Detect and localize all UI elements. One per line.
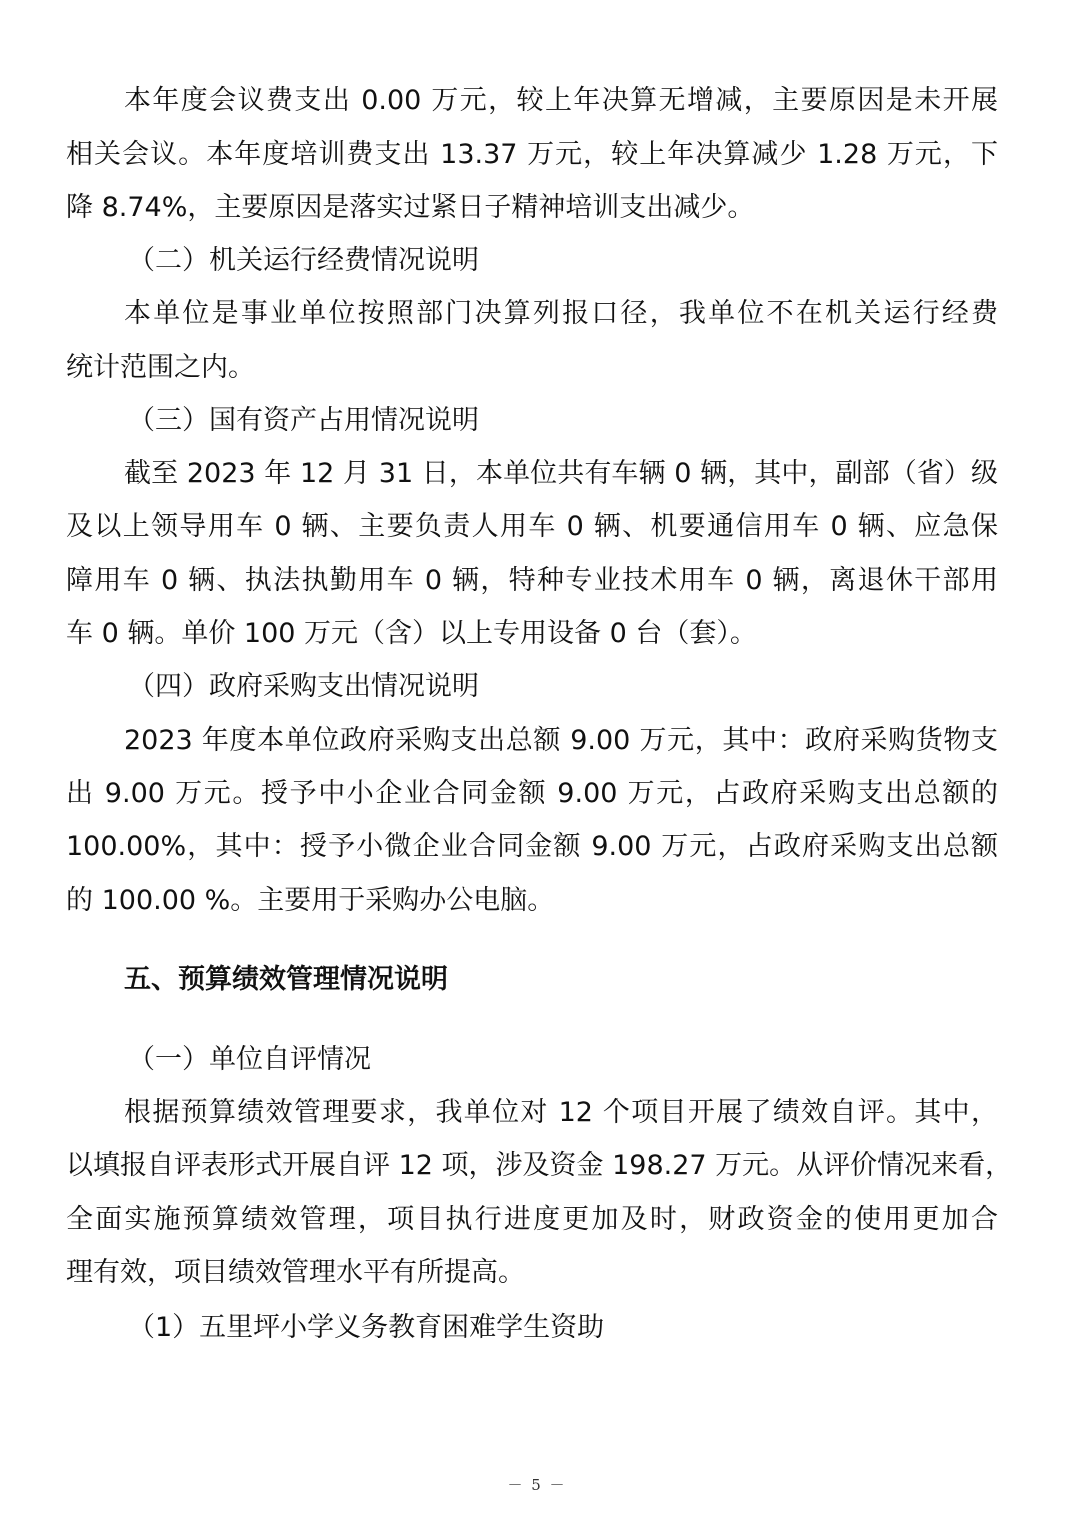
- section-heading: （二）机关运行经费情况说明: [128, 245, 479, 276]
- paragraph-line: 本单位是事业单位按照部门决算列报口径，我单位不在机关运行经费: [124, 298, 998, 329]
- paragraph-line: 出 9.00 万元。授予中小企业合同金额 9.00 万元，占政府采购支出总额的: [66, 778, 998, 809]
- paragraph-line: 车 0 辆。单价 100 万元（含）以上专用设备 0 台（套）。: [66, 618, 757, 649]
- paragraph-line: 的 100.00 %。主要用于采购办公电脑。: [66, 885, 555, 916]
- paragraph-line: 2023 年度本单位政府采购支出总额 9.00 万元，其中：政府采购货物支: [124, 725, 998, 756]
- section-heading: （三）国有资产占用情况说明: [128, 405, 479, 436]
- paragraph-line: 统计范围之内。: [66, 352, 255, 383]
- paragraph-line: 截至 2023 年 12 月 31 日，本单位共有车辆 0 辆，其中，副部（省）级: [124, 458, 998, 489]
- paragraph-line: 理有效，项目绩效管理水平有所提高。: [66, 1257, 525, 1288]
- paragraph-line: 降 8.74%，主要原因是落实过紧日子精神培训支出减少。: [66, 192, 755, 223]
- paragraph-line: 障用车 0 辆、执法执勤用车 0 辆，特种专业技术用车 0 辆，离退休干部用: [66, 565, 998, 596]
- subsection-heading: （1）五里坪小学义务教育困难学生资助: [128, 1312, 605, 1343]
- chapter-heading: 五、预算绩效管理情况说明: [124, 964, 448, 995]
- paragraph-line: 根据预算绩效管理要求，我单位对 12 个项目开展了绩效自评。其中，: [124, 1097, 998, 1128]
- page-number: － 5 －: [507, 1476, 567, 1494]
- paragraph-line: 及以上领导用车 0 辆、主要负责人用车 0 辆、机要通信用车 0 辆、应急保: [66, 511, 998, 542]
- section-heading: （四）政府采购支出情况说明: [128, 671, 479, 702]
- paragraph-line: 本年度会议费支出 0.00 万元，较上年决算无增减，主要原因是未开展: [124, 85, 998, 116]
- paragraph-line: 100.00%，其中：授予小微企业合同金额 9.00 万元，占政府采购支出总额: [66, 831, 998, 862]
- paragraph-line: 相关会议。本年度培训费支出 13.37 万元，较上年决算减少 1.28 万元，下: [66, 139, 998, 170]
- paragraph-line: 全面实施预算绩效管理，项目执行进度更加及时，财政资金的使用更加合: [66, 1204, 998, 1235]
- paragraph-line: 以填报自评表形式开展自评 12 项，涉及资金 198.27 万元。从评价情况来看，: [66, 1150, 1013, 1181]
- section-heading: （一）单位自评情况: [128, 1044, 371, 1075]
